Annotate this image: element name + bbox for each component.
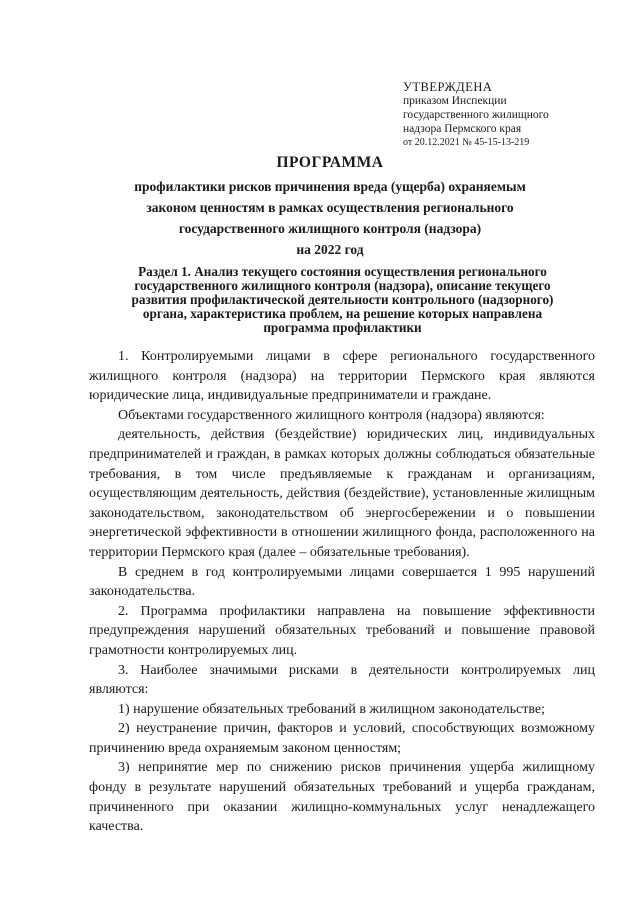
title-line: государственного жилищного контроля (надзора): [178, 221, 482, 236]
section-line: органа, характеристика проблем, на решение которых направлена: [142, 306, 543, 321]
approval-stamp: [403, 80, 623, 150]
paragraph: 1. Контролируемыми лицами в сфере регионального государственного жилищного контроля (надзора) на территории Пермского края являются юридические лица, индивидуальные предприниматели и граждане.: [89, 349, 595, 404]
section-line: государственного жилищного контроля (надзора), описание текущего: [134, 278, 551, 293]
list-item: 2) неустранение причин, факторов и условий, способствующих возможному причинению вреда охраняемым законом ценностям;: [89, 721, 595, 756]
approval-line: государственного жилищного: [403, 109, 549, 121]
section-heading: [100, 265, 585, 335]
title-year: на 2022 год: [296, 242, 364, 257]
list-item: 3) непринятие мер по снижению рисков причинения ущерба жилищному фонду в результате нарушений обязательных требований и ущерба гражданам, причиненного при оказании жилищно-коммунальных услуг ненадлежащего качества.: [89, 760, 595, 835]
document-title: [95, 152, 565, 260]
title-line: профилактики рисков причинения вреда (ущерба) охраняемым: [134, 179, 526, 194]
approval-heading: УТВЕРЖДЕНА: [403, 80, 493, 94]
section-line: программа профилактики: [263, 320, 422, 335]
paragraph: 2. Программа профилактики направлена на повышение эффективности предупреждения нарушений обязательных требований и повышение правовой грамотности контролируемых лиц.: [89, 603, 595, 658]
section-line: развития профилактической деятельности контрольного (надзорного): [131, 292, 554, 307]
approval-line: надзора Пермского края: [403, 123, 522, 135]
paragraph: деятельность, действия (бездействие) юридических лиц, индивидуальных предпринимателей и граждан, в рамках которых должны соблюдаться обязательные требования, в том числе предъявляемые к гражданам и организациям, осуществляющим деятельность, действия (бездействие), установленные жилищным законодательством, законодательством об энергосбережении и о повышении энергетической эффективности в отношении жилищного фонда, расположенного на территории Пермского края (далее – обязательные требования).: [89, 427, 595, 560]
paragraph: Объектами государственного жилищного контроля (надзора) являются:: [118, 407, 545, 423]
title-line: законом ценностям в рамках осуществления регионального: [146, 200, 514, 215]
approval-line: приказом Инспекции: [403, 95, 507, 107]
section-line: Раздел 1. Анализ текущего состояния осуществления регионального: [138, 264, 547, 279]
document-body: [89, 347, 595, 837]
paragraph: В среднем в год контролируемыми лицами совершается 1 995 нарушений законодательства.: [89, 564, 595, 600]
approval-order-number: от 20.12.2021 № 45-15-13-219: [403, 137, 530, 148]
paragraph: 3. Наиболее значимыми рисками в деятельности контролируемых лиц являются:: [89, 662, 595, 698]
list-item: 1) нарушение обязательных требований в жилищном законодательстве;: [118, 701, 545, 717]
title-main: ПРОГРАММА: [276, 154, 384, 171]
